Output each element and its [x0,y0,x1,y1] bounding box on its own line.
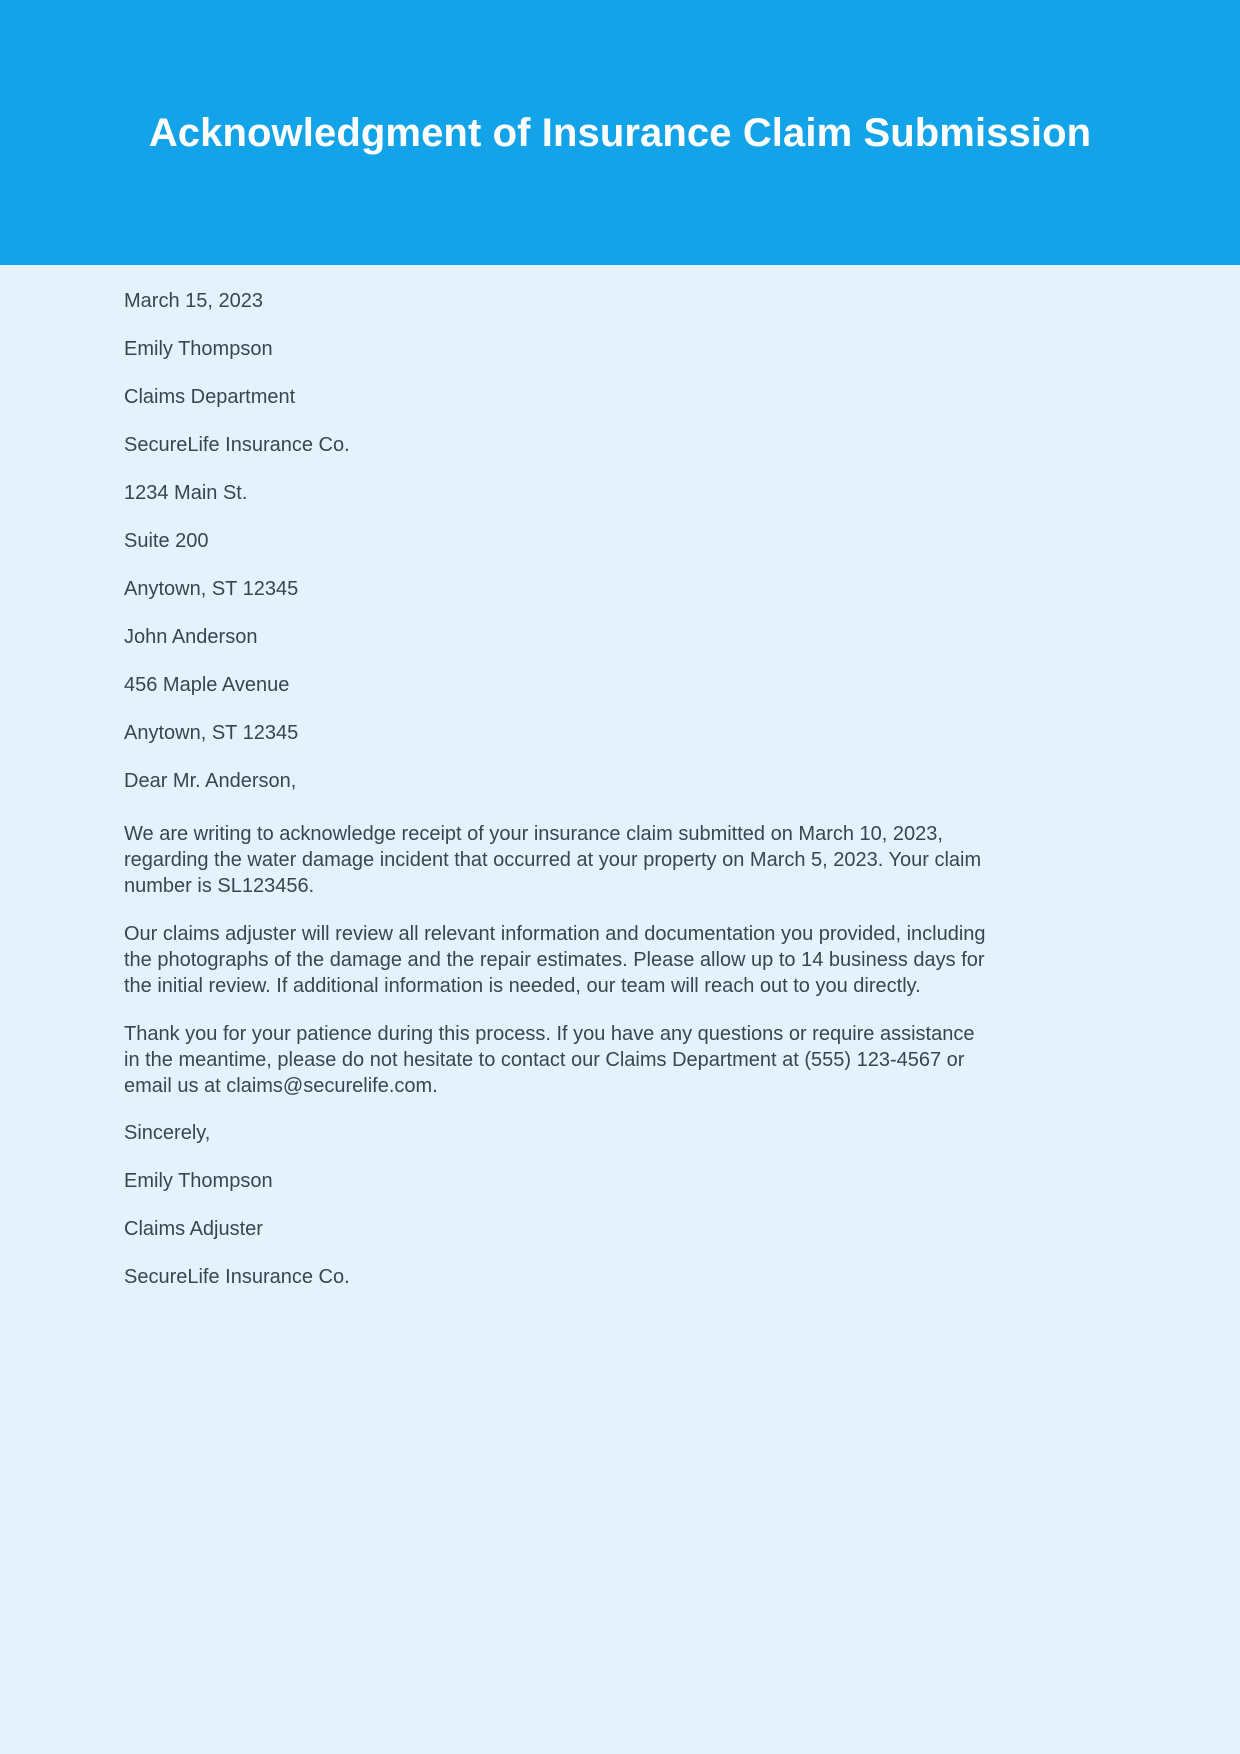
sender-line: SecureLife Insurance Co. [124,434,350,456]
signature-line: SecureLife Insurance Co. [124,1266,350,1288]
page-title: Acknowledgment of Insurance Claim Submission [148,110,1092,155]
salutation: Dear Mr. Anderson, [124,770,297,792]
sender-address-block [124,337,1116,601]
letter-date: March 15, 2023 [124,290,263,312]
sender-line: 1234 Main St. [124,482,248,504]
salutation-block [124,769,1116,793]
body-paragraph: Our claims adjuster will review all relevant information and documentation you provided, including the photographs of the damage and the repair estimates. Please allow up to 14 business days for the initial review. If additional information is needed, our team will reach out to you directly. [124,923,986,997]
recipient-line: 456 Maple Avenue [124,674,290,696]
body-paragraphs [124,817,1116,1099]
document-header-band [0,0,1240,265]
body-paragraph: Thank you for your patience during this process. If you have any questions or require assistance in the meantime, please do not hesitate to contact our Claims Department at (555) 123-4567 or email us at claims@securelife.com. [124,1023,975,1097]
sender-line: Emily Thompson [124,338,273,360]
closing-block [124,1121,1116,1145]
body-paragraph: We are writing to acknowledge receipt of your insurance claim submitted on March 10, 2023, regarding the water damage incident that occurred at your property on March 5, 2023. Your claim number is SL123456. [124,823,982,897]
letter-body [0,265,1240,1313]
recipient-line: John Anderson [124,626,258,648]
sender-line: Claims Department [124,386,296,408]
signature-line: Emily Thompson [124,1170,273,1192]
closing: Sincerely, [124,1122,211,1144]
sender-line: Suite 200 [124,530,209,552]
signature-block [124,1169,1116,1289]
recipient-line: Anytown, ST 12345 [124,722,299,744]
recipient-address-block [124,625,1116,745]
signature-line: Claims Adjuster [124,1218,263,1240]
sender-line: Anytown, ST 12345 [124,578,299,600]
date-block [124,265,1116,313]
